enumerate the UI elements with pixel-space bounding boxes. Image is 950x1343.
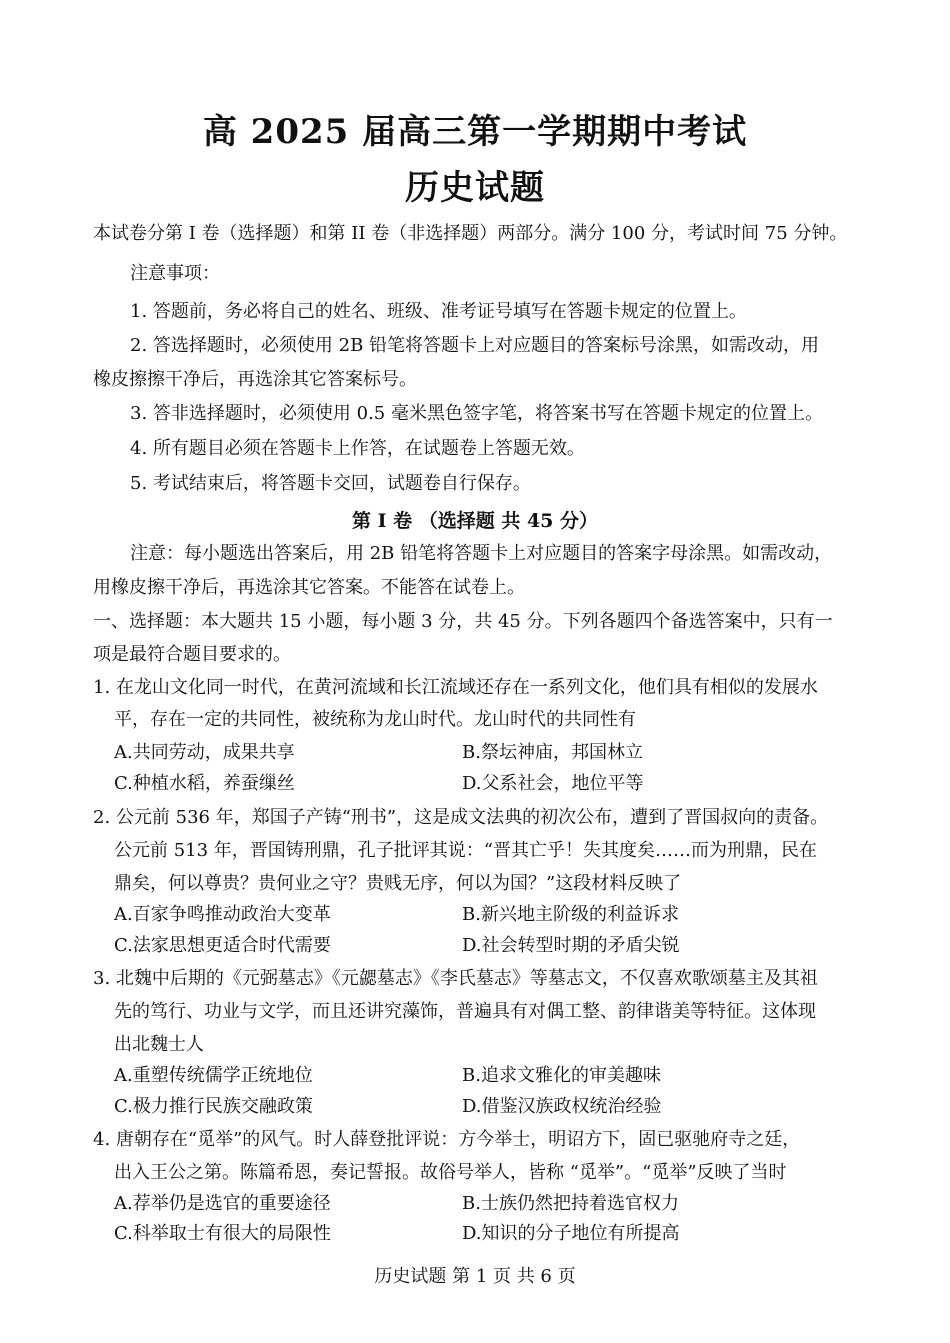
question-2-option-a: A.百家争鸣推动政治大变革 bbox=[114, 904, 331, 925]
question-4-option-d: D.知识的分子地位有所提高 bbox=[462, 1223, 680, 1244]
question-1-option-b: B.祭坛神庙，邦国林立 bbox=[462, 742, 643, 763]
notice-heading: 注意事项： bbox=[130, 263, 220, 284]
notice-item: 橡皮擦擦干净后，再选涂其它答案标号。 bbox=[93, 369, 417, 390]
question-3-line: 出北魏士人 bbox=[114, 1034, 204, 1055]
question-3-option-a: A.重塑传统儒学正统地位 bbox=[114, 1065, 313, 1086]
notice-item: 1. 答题前，务必将自己的姓名、班级、准考证号填写在答题卡规定的位置上。 bbox=[130, 301, 747, 322]
question-4-option-b: B.士族仍然把持着选官权力 bbox=[462, 1193, 679, 1214]
question-1-line: 1. 在龙山文化同一时代，在黄河流域和长江流域还存在一系列文化，他们具有相似的发展水 bbox=[93, 677, 818, 698]
section-title: 第 I 卷 （选择题 共 45 分） bbox=[351, 510, 599, 532]
question-4-line: 出入王公之第。陈篇希恩，奏记誓报。故俗号举人，皆称 “觅举”。“觅举”反映了当时 bbox=[114, 1162, 787, 1183]
question-4-option-c: C.科举取士有很大的局限性 bbox=[114, 1223, 331, 1244]
question-3-option-b: B.追求文雅化的审美趣味 bbox=[462, 1065, 661, 1086]
question-2-option-b: B.新兴地主阶级的利益诉求 bbox=[462, 904, 679, 925]
question-4-line: 4. 唐朝存在“觅举”的风气。时人薛登批评说：方今举士，明诏方下，固已驱驰府寺之廷， bbox=[93, 1129, 801, 1150]
exam-title: 高 2025 届高三第一学期期中考试 bbox=[202, 112, 748, 152]
notice-item: 2. 答选择题时，必须使用 2B 铅笔将答题卡上对应题目的答案标号涂黑，如需改动，用 bbox=[130, 335, 820, 356]
notice-item: 4. 所有题目必须在答题卡上作答，在试题卷上答题无效。 bbox=[130, 438, 585, 459]
question-2-option-d: D.社会转型时期的矛盾尖锐 bbox=[462, 935, 680, 956]
question-1-option-c: C.种植水稻，养蚕缫丝 bbox=[114, 773, 295, 794]
question-3-line: 先的笃行、功业与文学，而且还讲究藻饰，普遍具有对偶工整、韵律谐美等特征。这体现 bbox=[114, 1001, 816, 1022]
question-1-option-a: A.共同劳动，成果共享 bbox=[114, 742, 295, 763]
section-instruction: 项是最符合题目要求的。 bbox=[93, 644, 291, 665]
exam-subtitle: 历史试题 bbox=[405, 168, 545, 208]
question-2-line: 鼎矣，何以尊贵？贵何业之守？贵贱无序，何以为国？”这段材料反映了 bbox=[114, 873, 682, 894]
section-note: 用橡皮擦干净后，再选涂其它答案。不能答在试卷上。 bbox=[93, 577, 525, 598]
section-note: 注意：每小题选出答案后，用 2B 铅笔将答题卡上对应题目的答案字母涂黑。如需改动， bbox=[130, 543, 833, 564]
page-footer: 历史试题 第 1 页 共 6 页 bbox=[374, 1266, 576, 1287]
question-4-option-a: A.荐举仍是选官的重要途径 bbox=[114, 1193, 331, 1214]
notice-item: 5. 考试结束后，将答题卡交回，试题卷自行保存。 bbox=[130, 473, 531, 494]
intro-text: 本试卷分第 I 卷（选择题）和第 II 卷（非选择题）两部分。满分 100 分，考试时间 75 分钟。 bbox=[93, 223, 848, 244]
question-3-option-c: C.极力推行民族交融政策 bbox=[114, 1096, 313, 1117]
question-2-option-c: C.法家思想更适合时代需要 bbox=[114, 935, 331, 956]
notice-item: 3. 答非选择题时，必须使用 0.5 毫米黑色签字笔，将答案书写在答题卡规定的位置上。 bbox=[130, 403, 823, 424]
section-instruction: 一、选择题：本大题共 15 小题，每小题 3 分，共 45 分。下列各题四个备选答案中，只有一 bbox=[93, 611, 833, 632]
question-2-line: 公元前 513 年，晋国铸刑鼎，孔子批评其说：“晋其亡乎！失其度矣……而为刑鼎，民在 bbox=[114, 840, 817, 861]
question-2-line: 2. 公元前 536 年，郑国子产铸“刑书”，这是成文法典的初次公布，遭到了晋国叔向的责备。 bbox=[93, 807, 829, 828]
question-3-option-d: D.借鉴汉族政权统治经验 bbox=[462, 1096, 662, 1117]
question-3-line: 3. 北魏中后期的《元弼墓志》《元勰墓志》《李氏墓志》等墓志文，不仅喜欢歌颂墓主及其祖 bbox=[93, 968, 818, 989]
question-1-line: 平，存在一定的共同性，被统称为龙山时代。龙山时代的共同性有 bbox=[114, 709, 636, 730]
question-1-option-d: D.父系社会，地位平等 bbox=[462, 773, 644, 794]
